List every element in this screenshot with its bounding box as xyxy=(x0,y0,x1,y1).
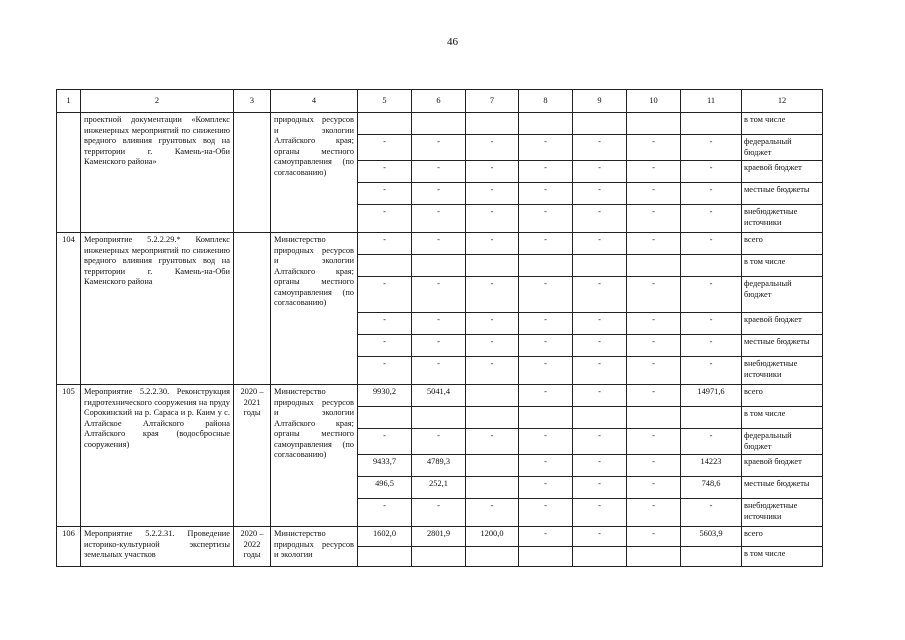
value-cell: - xyxy=(681,313,742,335)
value-cell: - xyxy=(519,385,573,407)
value-cell xyxy=(412,407,466,429)
header-cell: 7 xyxy=(466,90,519,113)
value-cell: - xyxy=(573,313,627,335)
funding-source-cell: в том числе xyxy=(742,547,823,567)
value-cell xyxy=(573,255,627,277)
value-cell: - xyxy=(681,499,742,527)
value-cell xyxy=(519,547,573,567)
value-cell: 1602,0 xyxy=(358,527,412,547)
value-cell: - xyxy=(412,313,466,335)
value-cell: - xyxy=(412,135,466,161)
value-cell: - xyxy=(358,183,412,205)
value-cell xyxy=(519,407,573,429)
value-cell: - xyxy=(681,135,742,161)
value-cell xyxy=(466,255,519,277)
value-cell: - xyxy=(573,429,627,455)
value-cell: - xyxy=(466,183,519,205)
funding-source-cell: краевой бюджет xyxy=(742,161,823,183)
value-cell: - xyxy=(466,429,519,455)
funding-source-cell: краевой бюджет xyxy=(742,313,823,335)
value-cell: - xyxy=(412,233,466,255)
value-cell: - xyxy=(358,499,412,527)
value-cell xyxy=(681,255,742,277)
value-cell: 5041,4 xyxy=(412,385,466,407)
page-number: 46 xyxy=(447,36,458,48)
value-cell: 496,5 xyxy=(358,477,412,499)
value-cell: - xyxy=(519,455,573,477)
value-cell xyxy=(466,113,519,135)
value-cell: - xyxy=(466,161,519,183)
value-cell: - xyxy=(573,499,627,527)
table-body xyxy=(57,90,823,567)
funding-source-cell: внебюджетные источники xyxy=(742,357,823,385)
value-cell: - xyxy=(627,499,681,527)
value-cell: - xyxy=(519,335,573,357)
value-cell: - xyxy=(412,277,466,313)
header-cell: 2 xyxy=(81,90,234,113)
value-cell: 2801,9 xyxy=(412,527,466,547)
value-cell xyxy=(466,477,519,499)
executor-cell: Министерство природных ресурсов и экологии Алтайского края; органы местного самоуправления (по согласованию) xyxy=(271,385,358,527)
value-cell: - xyxy=(466,313,519,335)
value-cell xyxy=(681,407,742,429)
funding-source-cell: федеральный бюджет xyxy=(742,429,823,455)
funding-source-cell: местные бюджеты xyxy=(742,183,823,205)
description-cell: Мероприятие 5.2.2.30. Реконструкция гидротехнического сооружения на пруду Сорокинский на р. Сараса и р. Каим у с. Алтайское Алтайского района Алтайского края (водосбросные сооружения) xyxy=(81,385,234,527)
value-cell: - xyxy=(573,357,627,385)
funding-source-cell: в том числе xyxy=(742,407,823,429)
value-cell: - xyxy=(519,527,573,547)
description-cell: Мероприятие 5.2.2.29.* Комплекс инженерных мероприятий по снижению вредного влияния грунтовых вод на территории г. Камень-на-Оби Каменского района xyxy=(81,233,234,385)
value-cell: - xyxy=(412,499,466,527)
header-cell: 9 xyxy=(573,90,627,113)
description-cell: проектной документации «Комплекс инженерных мероприятий по снижению вредного влияния грунтовых вод на территории г. Камень-на-Оби Каменского района» xyxy=(81,113,234,233)
value-cell: - xyxy=(358,357,412,385)
value-cell xyxy=(358,113,412,135)
header-cell: 1 xyxy=(57,90,81,113)
value-cell: - xyxy=(519,429,573,455)
row-number-cell: 106 xyxy=(57,527,81,567)
value-cell: - xyxy=(466,335,519,357)
value-cell: - xyxy=(519,499,573,527)
executor-cell: Министерство природных ресурсов и экологии Алтайского края; органы местного самоуправления (по согласованию) xyxy=(271,233,358,385)
value-cell: - xyxy=(466,499,519,527)
value-cell xyxy=(681,113,742,135)
value-cell: 9433,7 xyxy=(358,455,412,477)
value-cell: - xyxy=(681,357,742,385)
value-cell: - xyxy=(627,385,681,407)
row-number-cell xyxy=(57,113,81,233)
header-cell: 10 xyxy=(627,90,681,113)
value-cell: - xyxy=(627,161,681,183)
funding-source-cell: местные бюджеты xyxy=(742,335,823,357)
value-cell: - xyxy=(573,527,627,547)
value-cell: - xyxy=(573,205,627,233)
header-cell: 8 xyxy=(519,90,573,113)
value-cell xyxy=(412,255,466,277)
value-cell xyxy=(466,385,519,407)
value-cell: - xyxy=(466,135,519,161)
value-cell: - xyxy=(466,357,519,385)
value-cell: - xyxy=(627,313,681,335)
value-cell: - xyxy=(412,205,466,233)
value-cell xyxy=(627,547,681,567)
header-cell: 11 xyxy=(681,90,742,113)
value-cell: 252,1 xyxy=(412,477,466,499)
funding-source-cell: всего xyxy=(742,233,823,255)
value-cell: 9930,2 xyxy=(358,385,412,407)
value-cell xyxy=(412,113,466,135)
executor-cell: природных ресурсов и экологии Алтайского края; органы местного самоуправления (по согласованию) xyxy=(271,113,358,233)
budget-table xyxy=(56,89,823,567)
value-cell: - xyxy=(681,277,742,313)
value-cell: - xyxy=(627,205,681,233)
value-cell: 14223 xyxy=(681,455,742,477)
funding-source-cell: всего xyxy=(742,527,823,547)
value-cell: - xyxy=(627,357,681,385)
value-cell: - xyxy=(519,205,573,233)
value-cell: - xyxy=(412,161,466,183)
value-cell xyxy=(573,407,627,429)
value-cell: - xyxy=(681,161,742,183)
value-cell xyxy=(412,547,466,567)
value-cell: - xyxy=(627,527,681,547)
row-number-cell: 105 xyxy=(57,385,81,527)
value-cell xyxy=(573,113,627,135)
period-cell xyxy=(234,113,271,233)
header-cell: 3 xyxy=(234,90,271,113)
value-cell: - xyxy=(519,135,573,161)
funding-source-cell: федеральный бюджет xyxy=(742,135,823,161)
value-cell: - xyxy=(627,183,681,205)
table-row xyxy=(57,113,823,135)
value-cell xyxy=(627,407,681,429)
value-cell: - xyxy=(519,357,573,385)
funding-source-cell: внебюджетные источники xyxy=(742,499,823,527)
value-cell: 5603,9 xyxy=(681,527,742,547)
value-cell: - xyxy=(466,277,519,313)
value-cell: - xyxy=(627,477,681,499)
header-cell: 4 xyxy=(271,90,358,113)
value-cell: - xyxy=(627,455,681,477)
value-cell: - xyxy=(681,205,742,233)
value-cell: - xyxy=(681,183,742,205)
value-cell: - xyxy=(573,477,627,499)
value-cell: - xyxy=(627,233,681,255)
value-cell xyxy=(466,407,519,429)
value-cell xyxy=(627,113,681,135)
row-number-cell: 104 xyxy=(57,233,81,385)
value-cell: 4789,3 xyxy=(412,455,466,477)
table-row xyxy=(57,233,823,255)
value-cell: - xyxy=(573,233,627,255)
value-cell: - xyxy=(573,335,627,357)
value-cell xyxy=(358,547,412,567)
value-cell: - xyxy=(627,277,681,313)
value-cell: - xyxy=(519,161,573,183)
value-cell xyxy=(681,547,742,567)
value-cell: 1200,0 xyxy=(466,527,519,547)
period-cell: 2020 – 2021 годы xyxy=(234,385,271,527)
value-cell: - xyxy=(412,429,466,455)
value-cell xyxy=(627,255,681,277)
value-cell: - xyxy=(519,233,573,255)
value-cell: - xyxy=(466,233,519,255)
funding-source-cell: в том числе xyxy=(742,113,823,135)
funding-source-cell: в том числе xyxy=(742,255,823,277)
value-cell: - xyxy=(627,429,681,455)
value-cell: - xyxy=(573,455,627,477)
value-cell: - xyxy=(681,233,742,255)
value-cell: - xyxy=(358,233,412,255)
value-cell: - xyxy=(681,335,742,357)
description-cell: Мероприятие 5.2.2.31. Проведение историко-культурной экспертизы земельных участков xyxy=(81,527,234,567)
value-cell: - xyxy=(358,135,412,161)
funding-source-cell: всего xyxy=(742,385,823,407)
value-cell: - xyxy=(358,313,412,335)
header-cell: 5 xyxy=(358,90,412,113)
value-cell: - xyxy=(627,135,681,161)
period-cell: 2020 – 2022 годы xyxy=(234,527,271,567)
value-cell: - xyxy=(573,385,627,407)
value-cell: - xyxy=(358,161,412,183)
value-cell xyxy=(358,407,412,429)
header-cell: 12 xyxy=(742,90,823,113)
value-cell: - xyxy=(573,183,627,205)
header-cell: 6 xyxy=(412,90,466,113)
table-row xyxy=(57,385,823,407)
funding-source-cell: местные бюджеты xyxy=(742,477,823,499)
value-cell: - xyxy=(573,161,627,183)
value-cell: - xyxy=(519,277,573,313)
value-cell xyxy=(466,455,519,477)
value-cell xyxy=(519,113,573,135)
value-cell: - xyxy=(573,135,627,161)
value-cell xyxy=(466,547,519,567)
value-cell: - xyxy=(519,183,573,205)
value-cell: 748,6 xyxy=(681,477,742,499)
value-cell: - xyxy=(358,335,412,357)
value-cell: - xyxy=(358,429,412,455)
value-cell: - xyxy=(412,183,466,205)
value-cell: - xyxy=(358,277,412,313)
value-cell: - xyxy=(466,205,519,233)
value-cell: - xyxy=(358,205,412,233)
value-cell xyxy=(358,255,412,277)
value-cell: - xyxy=(412,357,466,385)
table-row xyxy=(57,527,823,547)
funding-source-cell: краевой бюджет xyxy=(742,455,823,477)
value-cell: - xyxy=(573,277,627,313)
value-cell xyxy=(519,255,573,277)
executor-cell: Министерство природных ресурсов и экологии xyxy=(271,527,358,567)
value-cell: - xyxy=(519,313,573,335)
value-cell: - xyxy=(412,335,466,357)
funding-source-cell: внебюджетные источники xyxy=(742,205,823,233)
value-cell: - xyxy=(681,429,742,455)
value-cell: 14971,6 xyxy=(681,385,742,407)
header-row xyxy=(57,90,823,113)
value-cell: - xyxy=(519,477,573,499)
period-cell xyxy=(234,233,271,385)
value-cell: - xyxy=(627,335,681,357)
funding-source-cell: федеральный бюджет xyxy=(742,277,823,313)
value-cell xyxy=(573,547,627,567)
